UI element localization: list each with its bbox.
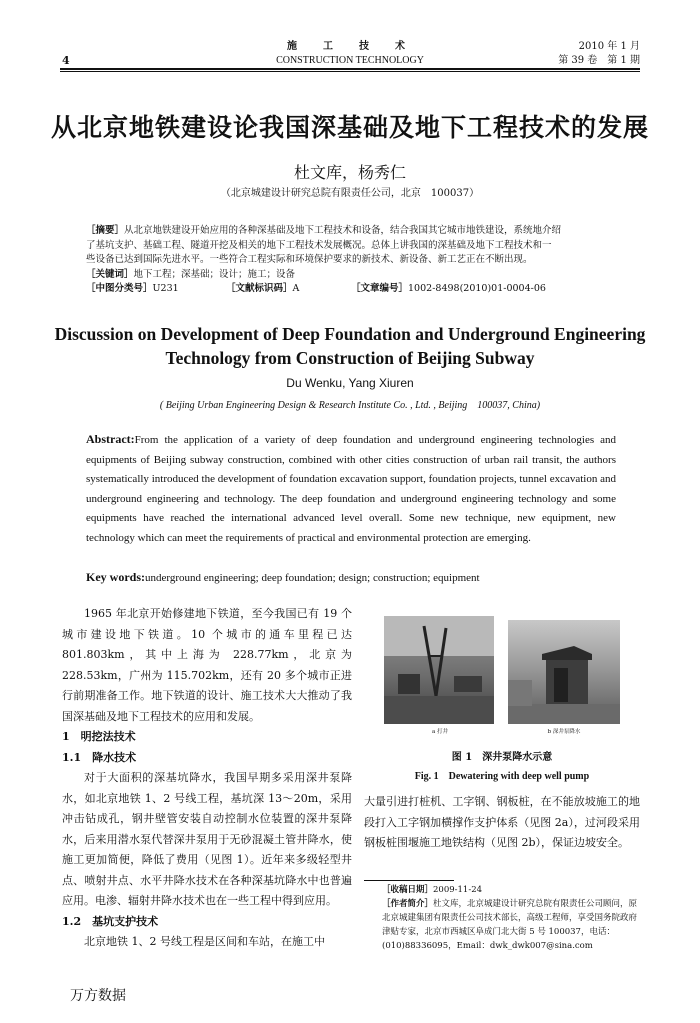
pump-house-illustration: [508, 620, 620, 724]
clc-label: ［中图分类号］: [86, 283, 153, 294]
intro-paragraph: 1965 年北京开始修建地下铁道，至今我国已有 19 个城市建设地下铁道。10 个城市的通车里程已达 801.803km，其中上海为 228.77km，北京为 228.53km，广州为 115.702km，还有 20 多个城市正进行前期准备工作。地下铁道的设计、施工技术大大推动了我国深基础及地下工程技术的应用和发展。: [62, 607, 352, 723]
keywords-cn: 地下工程；深基础；设计；施工；设备: [133, 268, 296, 280]
paper-title-cn: 从北京地铁建设论我国深基础及地下工程技术的发展: [50, 113, 649, 142]
abstract-cn-line: 些设备已达到国际先进水平。一些符合工程实际和环境保护要求的新技术、新设备、新工艺正在不断出现。: [86, 254, 533, 265]
figure-caption-cn: 图 1 深井泵降水示意: [451, 752, 553, 763]
body-right-column: [364, 792, 640, 854]
paper-title-en-line1: Discussion on Development of Deep Foundation and Underground Engineering: [54, 324, 646, 344]
article-no-label: ［文章编号］: [351, 283, 409, 294]
received-date: 2009-11-24: [433, 885, 483, 895]
figure-subcaption-a: a 打井: [431, 729, 449, 735]
wanfang-watermark: 万方数据: [70, 988, 126, 1004]
article-no-value: 1002-8498(2010)01-0004-06: [408, 283, 546, 294]
abstract-cn-label: ［摘要］: [86, 225, 125, 236]
affiliation-cn: （北京城建设计研究总院有限责任公司，北京 100037）: [220, 188, 480, 199]
keywords-en-text: underground engineering; deep foundation; design; construction; equipment: [145, 572, 480, 584]
footnote: [382, 883, 642, 953]
subsection-heading: 1.1 降水技术: [62, 750, 137, 764]
volume-issue: 第 39 卷 第 1 期: [558, 55, 640, 66]
journal-name-en: CONSTRUCTION TECHNOLOGY: [276, 55, 424, 66]
header-rule-thin: [60, 71, 640, 72]
drilling-rig-illustration: [384, 616, 494, 724]
figure-subcaption-b: b 深井泵降水: [547, 729, 581, 735]
issue-info: [558, 40, 640, 68]
keywords-en-label: Key words:: [86, 570, 145, 584]
figure-caption-en: Fig. 1 Dewatering with deep well pump: [414, 771, 590, 782]
authors-en: Du Wenku, Yang Xiuren: [286, 376, 414, 390]
received-label: ［收稿日期］: [382, 885, 434, 895]
subsection-heading: 1.2 基坑支护技术: [62, 914, 159, 928]
author-bio: 杜文库，北京城建设计研究总院有限责任公司顾问，原北京城建集团有限责任公司技术部长，高级工程师，享受国务院政府津贴专家，北京市西城区阜成门北大街 5 号 100037，电话：(010)88336095，Email：dwk_dwk007@sina.com: [382, 899, 638, 951]
page-number: 4: [62, 54, 70, 67]
abstract-cn-line: 了基坑支护、基础工程、隧道开挖及相关的地下工程技术发展概况。总体上讲我国的深基础及地下工程技术和一: [86, 239, 552, 251]
keywords-en: [86, 570, 626, 585]
abstract-en: [86, 430, 616, 548]
author-bio-label: ［作者简介］: [382, 899, 434, 909]
abstract-cn: [86, 224, 616, 297]
abstract-en-text: From the application of a variety of deep foundation and underground engineering technologies and equipments of Beijing subway construction, combined with other cities construction of urban rail transit, the authors systematically introduced the development of foundation excavation support, foundation projects, tunnel excavation and underground engineering and technology. The deep foundation and underground engineering technology and some equipments have reached the international advanced level overall. Some new technique, new equipment, new technology which can meet the requirements of practical and environmental protection are emerging.: [86, 434, 616, 544]
figure-photo-pump: [508, 620, 620, 724]
abstract-cn-line: 从北京地铁建设开始应用的各种深基础及地下工程技术和设备，结合我国其它城市地铁建设，系统地介绍: [124, 225, 562, 236]
section-heading: 1 明挖法技术: [62, 730, 136, 743]
authors-cn: 杜文库，杨秀仁: [293, 163, 406, 182]
classification-row: [86, 282, 616, 297]
doc-code-label: ［文献标识码］: [226, 283, 293, 294]
journal-header: [240, 40, 460, 68]
footnote-rule: [364, 880, 454, 881]
body-paragraph: 对于大面积的深基坑降水，我国早期多采用深井泵降水，如北京地铁 1、2 号线工程，基坑深 13～20m，采用冲击钻成孔，钢井壁管安装自动控制水位装置的深井泵降水，后来用潜水泵代替深井泵用于无砂混凝土管井降水，使施工更加简便，降低了费用（见图 1）。近年来多级轻型井点、喷射井点、水平井降水技术在各种深基坑降水中也普遍应用。电渗、辐射井降水技术也在一些工程中得到应用。: [62, 771, 352, 907]
doc-code-value: A: [292, 283, 300, 294]
header-rule-thick: [60, 68, 640, 70]
affiliation-en: ( Beijing Urban Engineering Design & Research Institute Co. , Ltd. , Beijing 100037, China): [159, 400, 541, 411]
issue-date: 2010 年 1 月: [578, 41, 640, 52]
body-paragraph: 北京地铁 1、2 号线工程是区间和车站，在施工中: [84, 935, 325, 948]
figure-photo-drilling: [384, 616, 494, 724]
body-left-column: [62, 604, 352, 953]
body-paragraph: 大量引进打桩机、工字钢、钢板桩，在不能放坡施工的地段打入工字钢加横撑作支护体系（见图 2a），过河段采用钢板桩围堰施工地铁结构（见图 2b），保证边坡安全。: [364, 795, 640, 849]
clc-value: U231: [152, 283, 179, 294]
paper-title-en-line2: Technology from Construction of Beijing Subway: [165, 348, 535, 368]
paper-title-en: [40, 322, 660, 370]
abstract-en-label: Abstract:: [86, 432, 135, 446]
journal-name-cn: 施 工 技 术: [287, 41, 413, 52]
keywords-cn-label: ［关键词］: [86, 268, 134, 280]
